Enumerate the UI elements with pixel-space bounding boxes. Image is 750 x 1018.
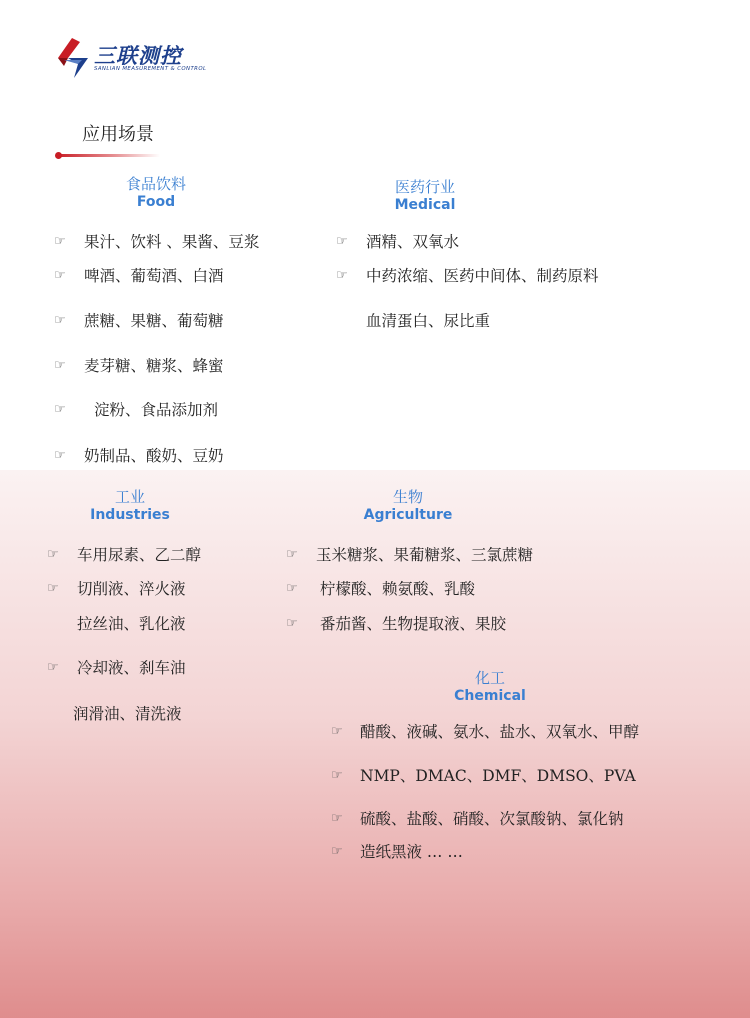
category-chemical-zh: 化工 [474,669,505,687]
chemical-item: NMP、DMAC、DMF、DMSO、PVA [360,767,636,785]
pointer-icon: ☞ [331,811,343,826]
pointer-icon: ☞ [336,268,348,283]
food-item: 啤酒、葡萄酒、白酒 [84,267,224,285]
category-food [106,175,206,211]
industries-item: 车用尿素、乙二醇 [77,546,202,564]
category-medical-en: Medical [394,197,456,213]
pointer-icon: ☞ [331,844,343,859]
section-underline-dot [55,152,62,159]
category-industries [80,488,180,524]
pointer-icon: ☞ [54,358,66,373]
medical-item: 血清蛋白、尿比重 [366,312,491,330]
category-medical-zh: 医药行业 [394,178,455,196]
agriculture-item: 玉米糖浆、果葡糖浆、三氯蔗糖 [316,546,534,564]
chemical-item: 硫酸、盐酸、硝酸、次氯酸钠、氯化钠 [360,810,624,828]
industries-item: 润滑油、清洗液 [73,705,182,723]
chemical-item: 醋酸、液碱、氨水、盐水、双氧水、甲醇 [360,723,640,741]
chemical-item: 造纸黑液 … … [360,843,463,861]
pointer-icon: ☞ [54,268,66,283]
industries-item: 冷却液、刹车油 [77,659,186,677]
pointer-icon: ☞ [286,581,298,596]
pointer-icon: ☞ [47,660,59,675]
food-item: 果汁、饮料 、果酱、豆浆 [84,233,260,251]
pointer-icon: ☞ [54,402,66,417]
pointer-icon: ☞ [336,234,348,249]
category-agriculture-zh: 生物 [392,488,423,506]
pointer-icon: ☞ [54,448,66,463]
logo-mark-icon [54,36,94,80]
food-item: 麦芽糖、糖浆、蜂蜜 [84,357,224,375]
industries-item: 切削液、淬火液 [77,580,186,598]
pointer-icon: ☞ [47,581,59,596]
pointer-icon: ☞ [331,768,343,783]
logo-tagline: SANLIAN MEASUREMENT & CONTROL [94,66,207,72]
category-food-zh: 食品饮料 [125,175,186,193]
medical-item: 中药浓缩、医药中间体、制药原料 [366,267,599,285]
pointer-icon: ☞ [286,616,298,631]
pointer-icon: ☞ [47,547,59,562]
category-industries-zh: 工业 [114,488,145,506]
pointer-icon: ☞ [286,547,298,562]
agriculture-item: 番茄酱、生物提取液、果胶 [320,615,507,633]
pointer-icon: ☞ [54,234,66,249]
agriculture-item: 柠檬酸、赖氨酸、乳酸 [320,580,476,598]
category-chemical [440,669,540,705]
category-medical [375,178,475,214]
industries-item: 拉丝油、乳化液 [77,615,186,633]
food-item: 奶制品、酸奶、豆奶 [84,447,224,465]
medical-item: 酒精、双氧水 [366,233,460,251]
category-agriculture-en: Agriculture [363,507,453,523]
company-logo [54,36,214,80]
pointer-icon: ☞ [331,724,343,739]
food-item: 淀粉、食品添加剂 [94,401,219,419]
food-item: 蔗糖、果糖、葡萄糖 [84,312,224,330]
category-industries-en: Industries [90,507,170,523]
pointer-icon: ☞ [54,313,66,328]
category-food-en: Food [136,194,176,210]
section-title: 应用场景 [82,124,154,145]
category-agriculture [358,488,458,524]
category-chemical-en: Chemical [454,688,526,704]
logo-title: 三联测控 [94,44,182,68]
section-underline [56,154,160,157]
